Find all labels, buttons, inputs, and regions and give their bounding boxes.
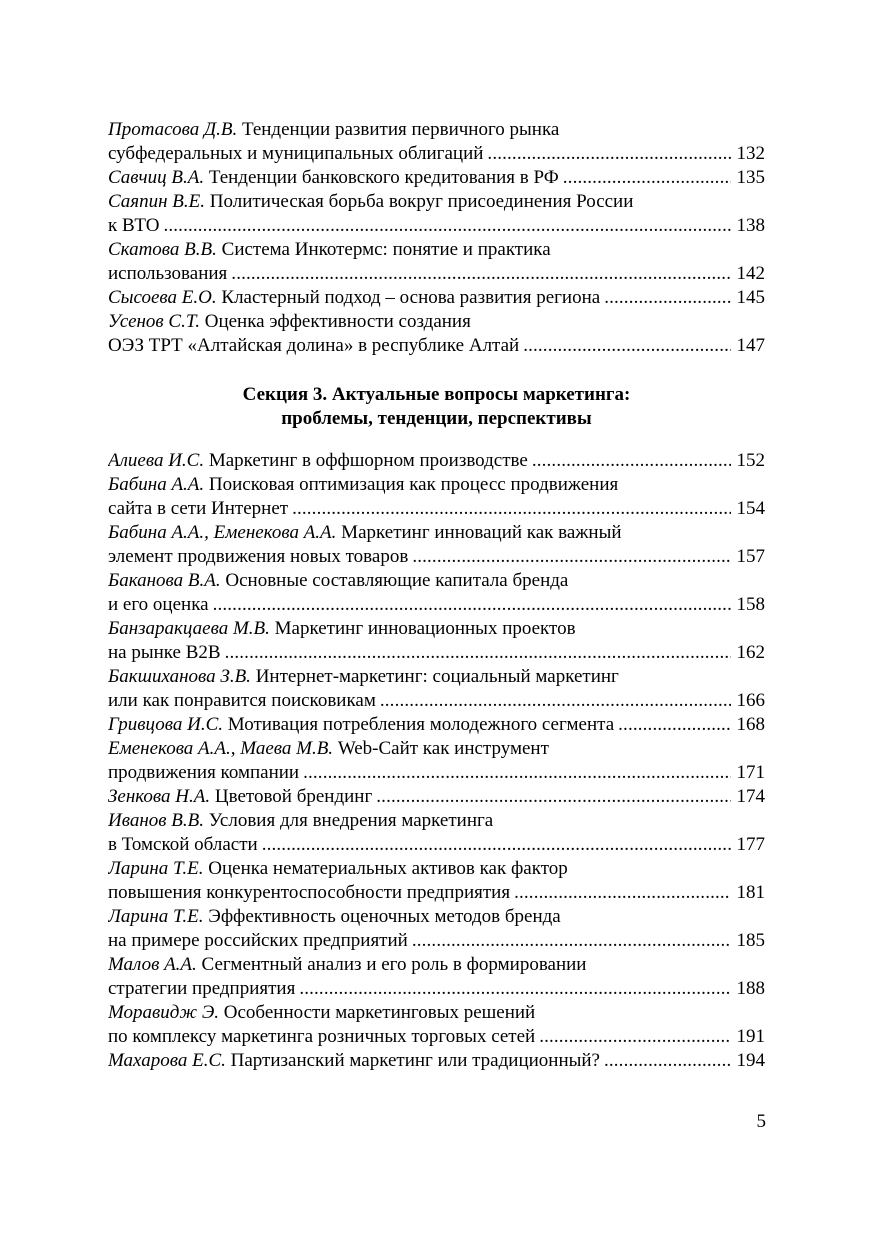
toc-title: Web-Сайт как инструмент (337, 738, 549, 759)
toc-author: Ларина Т.Е. (108, 906, 204, 927)
toc-entry-line (108, 473, 765, 497)
toc-entry-continuation (108, 334, 765, 358)
toc-title: Система Инкотермс: понятие и практика (221, 239, 551, 260)
toc-entry-text (108, 689, 376, 713)
section-heading-line-2: проблемы, тенденции, перспективы (281, 408, 592, 429)
toc-entry-text (108, 641, 221, 665)
toc-entry-text (108, 262, 227, 286)
toc-title: Маркетинг в оффшорном производстве (208, 450, 528, 471)
toc-author: Протасова Д.В. (108, 119, 238, 140)
toc-page-number: 154 (736, 498, 765, 519)
toc-title-continuation: на примере российских предприятий (108, 930, 408, 951)
dot-leader (376, 785, 730, 809)
toc-entry-text (108, 881, 510, 905)
page-number: 5 (756, 1111, 766, 1132)
toc-page-number: 142 (736, 263, 765, 284)
toc-entry-text (108, 929, 408, 953)
toc-entry-continuation (108, 593, 765, 617)
toc-entry-line (108, 286, 765, 310)
toc-page-number: 157 (736, 546, 765, 567)
toc-author: Малов А.А. (108, 954, 197, 975)
toc-entry-text (108, 545, 408, 569)
toc-page-number: 152 (736, 450, 765, 471)
toc-page-number: 188 (736, 978, 765, 999)
toc-author: Еменекова А.А., Маева М.В. (108, 738, 334, 759)
dot-leader (532, 449, 731, 473)
toc-title-continuation: продвижения компании (108, 762, 300, 783)
toc-author: Баканова В.А. (108, 570, 221, 591)
toc-page-number: 174 (736, 786, 765, 807)
section-heading (108, 383, 765, 431)
dot-leader (618, 713, 730, 737)
toc-title: Маркетинг инноваций как важный (341, 522, 622, 543)
toc-page-number: 177 (736, 834, 765, 855)
toc-entry-text (108, 142, 483, 166)
toc-entry-continuation (108, 214, 765, 238)
toc-entry-text (108, 166, 559, 190)
toc-page-number: 185 (736, 930, 765, 951)
toc-entry-continuation (108, 929, 765, 953)
toc-title-continuation: субфедеральных и муниципальных облигаций (108, 143, 484, 164)
toc-entry-continuation (108, 142, 765, 166)
toc-author: Моравидж Э. (108, 1002, 220, 1023)
toc-entry-continuation (108, 1025, 765, 1049)
toc-block-2 (108, 449, 765, 1073)
toc-title-continuation: и его оценка (108, 594, 209, 615)
toc-title-continuation: или как понравится поисковикам (108, 690, 376, 711)
toc-entry-continuation (108, 977, 765, 1001)
toc-entry-text (108, 449, 528, 473)
toc-entry-continuation (108, 689, 765, 713)
toc-title-continuation: стратегии предприятия (108, 978, 296, 999)
toc-title: Основные составляющие капитала бренда (225, 570, 569, 591)
toc-entry-text (108, 497, 288, 521)
dot-leader (539, 1025, 730, 1049)
toc-title-continuation: на рынке В2В (108, 642, 221, 663)
toc-entry-line (108, 190, 765, 214)
toc-entry-continuation (108, 881, 765, 905)
dot-leader (213, 593, 731, 617)
toc-entry-text (108, 833, 258, 857)
toc-title: Тенденции развития первичного рынка (241, 119, 560, 140)
toc-title: Мотивация потребления молодежного сегмента (227, 714, 615, 735)
toc-title: Цветовой брендинг (214, 786, 373, 807)
toc-page-number: 158 (736, 594, 765, 615)
dot-leader (299, 977, 730, 1001)
dot-leader (380, 689, 731, 713)
toc-entry-continuation (108, 262, 765, 286)
toc-author: Саяпин В.Е. (108, 191, 206, 212)
toc-title-continuation: к ВТО (108, 215, 160, 236)
dot-leader (303, 761, 730, 785)
toc-title: Эффективность оценочных методов бренда (208, 906, 561, 927)
dot-leader (412, 545, 730, 569)
toc-page-number: 162 (736, 642, 765, 663)
dot-leader (604, 1049, 731, 1073)
toc-author: Сысоева Е.О. (108, 287, 217, 308)
toc-entry-continuation (108, 761, 765, 785)
toc-title: Маркетинг инновационных проектов (274, 618, 576, 639)
toc-author: Ларина Т.Е. (108, 858, 204, 879)
toc-page-number: 135 (736, 167, 765, 188)
toc-entry-line (108, 953, 765, 977)
toc-title: Интернет-маркетинг: социальный маркетинг (255, 666, 619, 687)
toc-title-continuation: сайта в сети Интернет (108, 498, 289, 519)
dot-leader (225, 641, 731, 665)
toc-title: Поисковая оптимизация как процесс продвижения (208, 474, 619, 495)
toc-title: Условия для внедрения маркетинга (208, 810, 494, 831)
dot-leader (563, 166, 731, 190)
toc-entry-text (108, 1025, 535, 1049)
dot-leader (163, 214, 730, 238)
toc-entry-line (108, 665, 765, 689)
dot-leader (604, 286, 730, 310)
toc-author: Гривцова И.С. (108, 714, 224, 735)
toc-author: Банзаракцаева М.В. (108, 618, 270, 639)
dot-leader (487, 142, 730, 166)
toc-title: Особенности маркетинговых решений (223, 1002, 536, 1023)
toc-title: Тенденции банковского кредитования в РФ (208, 167, 559, 188)
toc-entry-line (108, 785, 765, 809)
toc-author: Алиева И.С. (108, 450, 205, 471)
dot-leader (231, 262, 730, 286)
toc-author: Иванов В.В. (108, 810, 204, 831)
toc-title: Оценка нематериальных активов как фактор (208, 858, 568, 879)
toc-entry-line (108, 521, 765, 545)
toc-entry-text (108, 1049, 600, 1073)
section-heading-line-1: Секция 3. Актуальные вопросы маркетинга: (242, 384, 631, 405)
toc-entry-line (108, 118, 765, 142)
toc-entry-text (108, 713, 614, 737)
toc-author: Скатова В.В. (108, 239, 217, 260)
toc-author: Махарова Е.С. (108, 1050, 226, 1071)
toc-title-continuation: в Томской области (108, 834, 258, 855)
toc-title-continuation: ОЭЗ ТРТ «Алтайская долина» в республике Алтай (108, 335, 520, 356)
toc-page-number: 171 (736, 762, 765, 783)
toc-title-continuation: элемент продвижения новых товаров (108, 546, 409, 567)
toc-title: Сегментный анализ и его роль в формировании (201, 954, 587, 975)
toc-entry-continuation (108, 641, 765, 665)
toc-page-number: 181 (736, 882, 765, 903)
toc-page-number: 194 (736, 1050, 765, 1071)
toc-page-number: 191 (736, 1026, 765, 1047)
dot-leader (292, 497, 730, 521)
toc-page-number: 132 (736, 143, 765, 164)
toc-block-1 (108, 118, 765, 358)
toc-entry-line (108, 238, 765, 262)
toc-page-number: 145 (736, 287, 765, 308)
toc-entry-text (108, 785, 372, 809)
toc-entry-line (108, 737, 765, 761)
toc-entry-line (108, 1049, 765, 1073)
toc-title: Оценка эффективности создания (204, 311, 471, 332)
toc-title-continuation: использования (108, 263, 228, 284)
toc-entry-line (108, 809, 765, 833)
toc-entry-text (108, 286, 600, 310)
toc-entry-text (108, 761, 299, 785)
toc-entry-text (108, 977, 295, 1001)
toc-author: Зенкова Н.А. (108, 786, 211, 807)
toc-author: Бабина А.А., Еменекова А.А. (108, 522, 337, 543)
toc-entry-line (108, 1001, 765, 1025)
toc-title: Кластерный подход – основа развития региона (221, 287, 601, 308)
toc-title: Политическая борьба вокруг присоединения России (209, 191, 634, 212)
toc-entry-text (108, 334, 519, 358)
toc-page-number: 138 (736, 215, 765, 236)
dot-leader (514, 881, 730, 905)
toc-entry-continuation (108, 545, 765, 569)
toc-entry-line (108, 905, 765, 929)
toc-author: Усенов С.Т. (108, 311, 200, 332)
toc-entry-line (108, 713, 765, 737)
dot-leader (523, 334, 730, 358)
toc-title: Партизанский маркетинг или традиционный? (230, 1050, 600, 1071)
toc-author: Савчиц В.А. (108, 167, 205, 188)
dot-leader (412, 929, 731, 953)
toc-page-number: 168 (736, 714, 765, 735)
toc-author: Бакшиханова З.В. (108, 666, 251, 687)
toc-entry-line (108, 449, 765, 473)
toc-entry-continuation (108, 833, 765, 857)
toc-page-number: 166 (736, 690, 765, 711)
toc-entry-continuation (108, 497, 765, 521)
toc-author: Бабина А.А. (108, 474, 205, 495)
toc-entry-text (108, 593, 209, 617)
toc-title-continuation: по комплексу маркетинга розничных торговых сетей (108, 1026, 536, 1047)
toc-entry-line (108, 617, 765, 641)
toc-title-continuation: повышения конкурентоспособности предприятия (108, 882, 511, 903)
toc-page-number: 147 (736, 335, 765, 356)
toc-entry-text (108, 214, 159, 238)
toc-entry-line (108, 310, 765, 334)
toc-entry-line (108, 569, 765, 593)
toc-entry-line (108, 166, 765, 190)
dot-leader (262, 833, 731, 857)
toc-entry-line (108, 857, 765, 881)
